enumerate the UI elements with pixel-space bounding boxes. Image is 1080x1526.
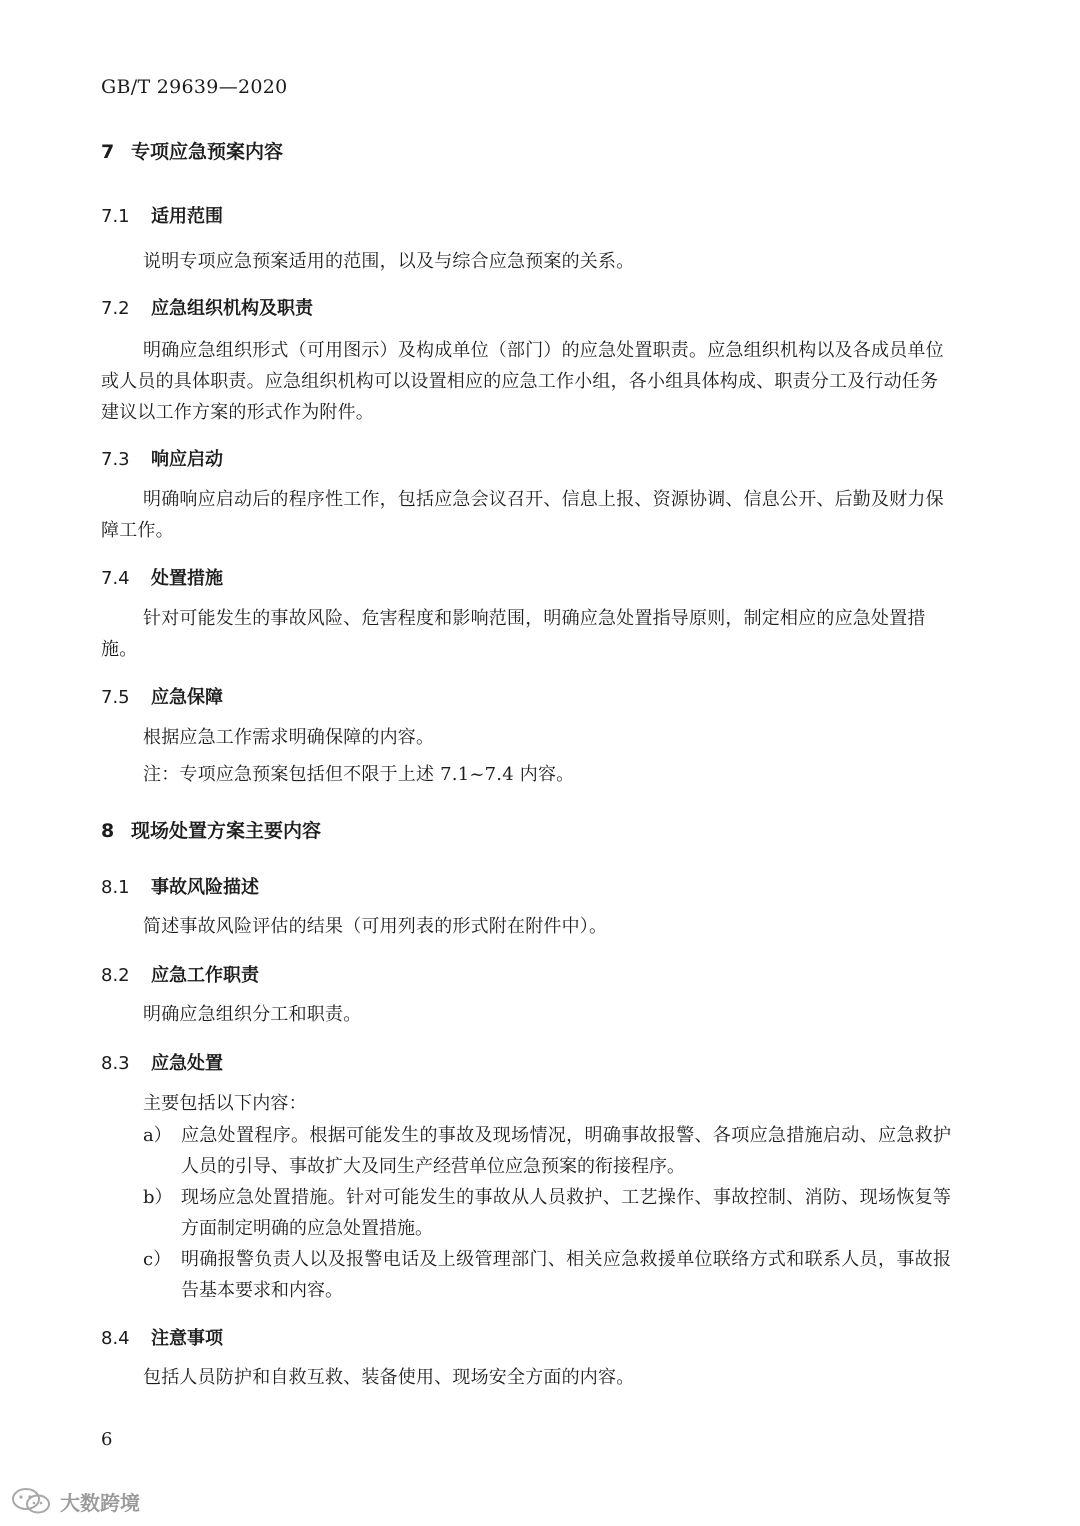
section-number: 8 [101, 820, 115, 842]
list-item-text: 明确报警负责人以及报警电话及上级管理部门、相关应急救援单位联络方式和联系人员，事故报告基本要求和内容。 [181, 1249, 951, 1301]
section-title: 现场处置方案主要内容 [131, 820, 322, 842]
section-number: 8.2 [101, 965, 130, 986]
note: 注：专项应急预案包括但不限于上述 7.1~7.4 内容。 [143, 764, 575, 785]
list-item [143, 1120, 951, 1182]
list-item-text: 应急处置程序。根据可能发生的事故及现场情况，明确事故报警、各项应急措施启动、应急救护人员的引导、事故扩大及同生产经营单位应急预案的衔接程序。 [181, 1125, 951, 1177]
section-7-4-heading [101, 564, 223, 590]
section-title: 注意事项 [151, 1328, 223, 1349]
list-marker: a） [143, 1125, 172, 1146]
section-title: 适用范围 [151, 206, 223, 227]
section-title: 应急组织机构及职责 [151, 298, 313, 319]
section-number: 7.1 [101, 206, 130, 227]
section-8-2-heading [101, 961, 259, 987]
list-marker: c） [143, 1249, 172, 1270]
standard-number: GB/T 29639—2020 [101, 76, 288, 98]
section-number: 7.5 [101, 687, 130, 708]
section-8-1-heading [101, 873, 259, 899]
paragraph: 明确响应启动后的程序性工作，包括应急会议召开、信息上报、资源协调、信息公开、后勤及财力保障工作。 [101, 489, 944, 541]
list-item-text: 现场应急处置措施。针对可能发生的事故从人员救护、工艺操作、事故控制、消防、现场恢复等方面制定明确的应急处置措施。 [181, 1187, 951, 1239]
wechat-logo-icon [10, 1486, 54, 1516]
paragraph: 明确应急组织分工和职责。 [143, 1004, 362, 1025]
section-title: 事故风险描述 [151, 877, 259, 898]
section-number: 7 [101, 141, 115, 163]
watermark-text: 大数跨境 [60, 1490, 140, 1515]
paragraph: 简述事故风险评估的结果（可用列表的形式附在附件中）。 [143, 916, 608, 937]
section-title: 专项应急预案内容 [131, 141, 284, 163]
section-title: 应急保障 [151, 687, 223, 708]
paragraph: 主要包括以下内容： [143, 1093, 307, 1114]
paragraph: 说明专项应急预案适用的范围，以及与综合应急预案的关系。 [143, 251, 635, 272]
section-7-2-heading [101, 294, 313, 320]
section-title: 响应启动 [151, 449, 223, 470]
paragraph: 明确应急组织形式（可用图示）及构成单位（部门）的应急处置职责。应急组织机构以及各成员单位或人员的具体职责。应急组织机构可以设置相应的应急工作小组，各小组具体构成、职责分工及行动任务建议以工作方案的形式作为附件。 [101, 340, 944, 423]
section-number: 8.1 [101, 877, 130, 898]
paragraph: 根据应急工作需求明确保障的内容。 [143, 727, 435, 748]
section-8-4-heading [101, 1324, 223, 1350]
section-7-5-heading [101, 683, 223, 709]
section-number: 7.2 [101, 298, 130, 319]
section-8-3-heading [101, 1049, 223, 1075]
list-item [143, 1244, 951, 1306]
section-number: 8.3 [101, 1053, 130, 1074]
list-marker: b） [143, 1187, 173, 1208]
paragraph: 针对可能发生的事故风险、危害程度和影响范围，明确应急处置指导原则，制定相应的应急处置措施。 [101, 608, 926, 660]
section-title: 处置措施 [151, 568, 223, 589]
paragraph: 包括人员防护和自救互救、装备使用、现场安全方面的内容。 [143, 1367, 635, 1388]
list-item [143, 1182, 951, 1244]
section-8-heading [101, 816, 321, 843]
page-number: 6 [101, 1429, 113, 1450]
section-7-heading [101, 137, 283, 164]
section-title: 应急工作职责 [151, 965, 259, 986]
section-number: 7.3 [101, 449, 130, 470]
watermark [10, 1486, 140, 1516]
section-7-3-heading [101, 445, 223, 471]
section-7-1-heading [101, 202, 223, 228]
section-number: 7.4 [101, 568, 130, 589]
section-number: 8.4 [101, 1328, 130, 1349]
section-title: 应急处置 [151, 1053, 223, 1074]
